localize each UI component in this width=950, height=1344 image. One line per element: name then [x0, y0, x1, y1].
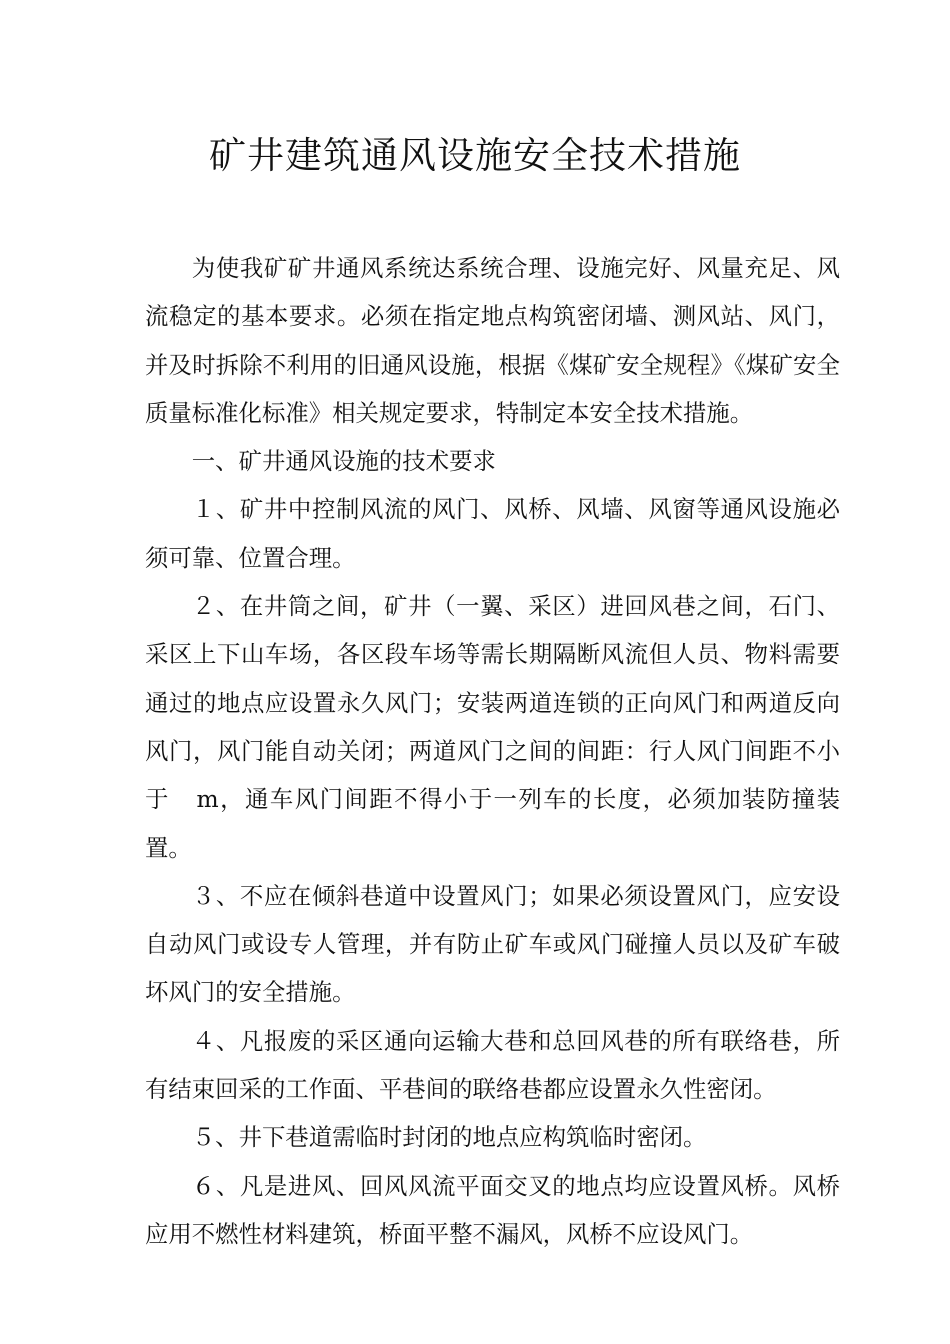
requirement-item-6: ６、凡是进风、回风风流平面交叉的地点均应设置风桥。风桥应用不燃性材料建筑，桥面平整不漏风，风桥不应设风门。 — [145, 1171, 840, 1248]
document-title: 矿井建筑通风设施安全技术措施 — [209, 134, 741, 177]
requirement-item-3: ３、不应在倾斜巷道中设置风门；如果必须设置风门，应安设自动风门或设专人管理，并有防止矿车或风门碰撞人员以及矿车破坏风门的安全措施。 — [145, 881, 840, 1007]
requirement-item-5: ５、井下巷道需临时封闭的地点应构筑临时密闭。 — [191, 1123, 707, 1152]
requirement-item-2: ２、在井筒之间，矿井（一翼、采区）进回风巷之间，石门、采区上下山车场，各区段车场等需长期隔断风流但人员、物料需要通过的地点应设置永久风门；安装两道连锁的正向风门和两道反向风门，风门能自动关闭；两道风门之间的间距：行人风门间距不小于 m，通车风门间距不得小于一列车的长度，必须加装防撞装置。 — [145, 592, 840, 862]
section-heading: 一、矿井通风设施的技术要求 — [191, 447, 496, 476]
intro-paragraph: 为使我矿矿井通风系统达系统合理、设施完好、风量充足、风流稳定的基本要求。必须在指定地点构筑密闭墙、测风站、风门，并及时拆除不利用的旧通风设施，根据《煤矿安全规程》《煤矿安全质量标准化标准》相关规定要求，特制定本安全技术措施。 — [145, 254, 840, 427]
requirement-item-1: １、矿井中控制风流的风门、风桥、风墙、风窗等通风设施必须可靠、位置合理。 — [145, 495, 840, 572]
requirement-item-4: ４、凡报废的采区通向运输大巷和总回风巷的所有联络巷，所有结束回采的工作面、平巷间的联络巷都应设置永久性密闭。 — [145, 1026, 840, 1104]
document-body — [145, 244, 840, 1258]
